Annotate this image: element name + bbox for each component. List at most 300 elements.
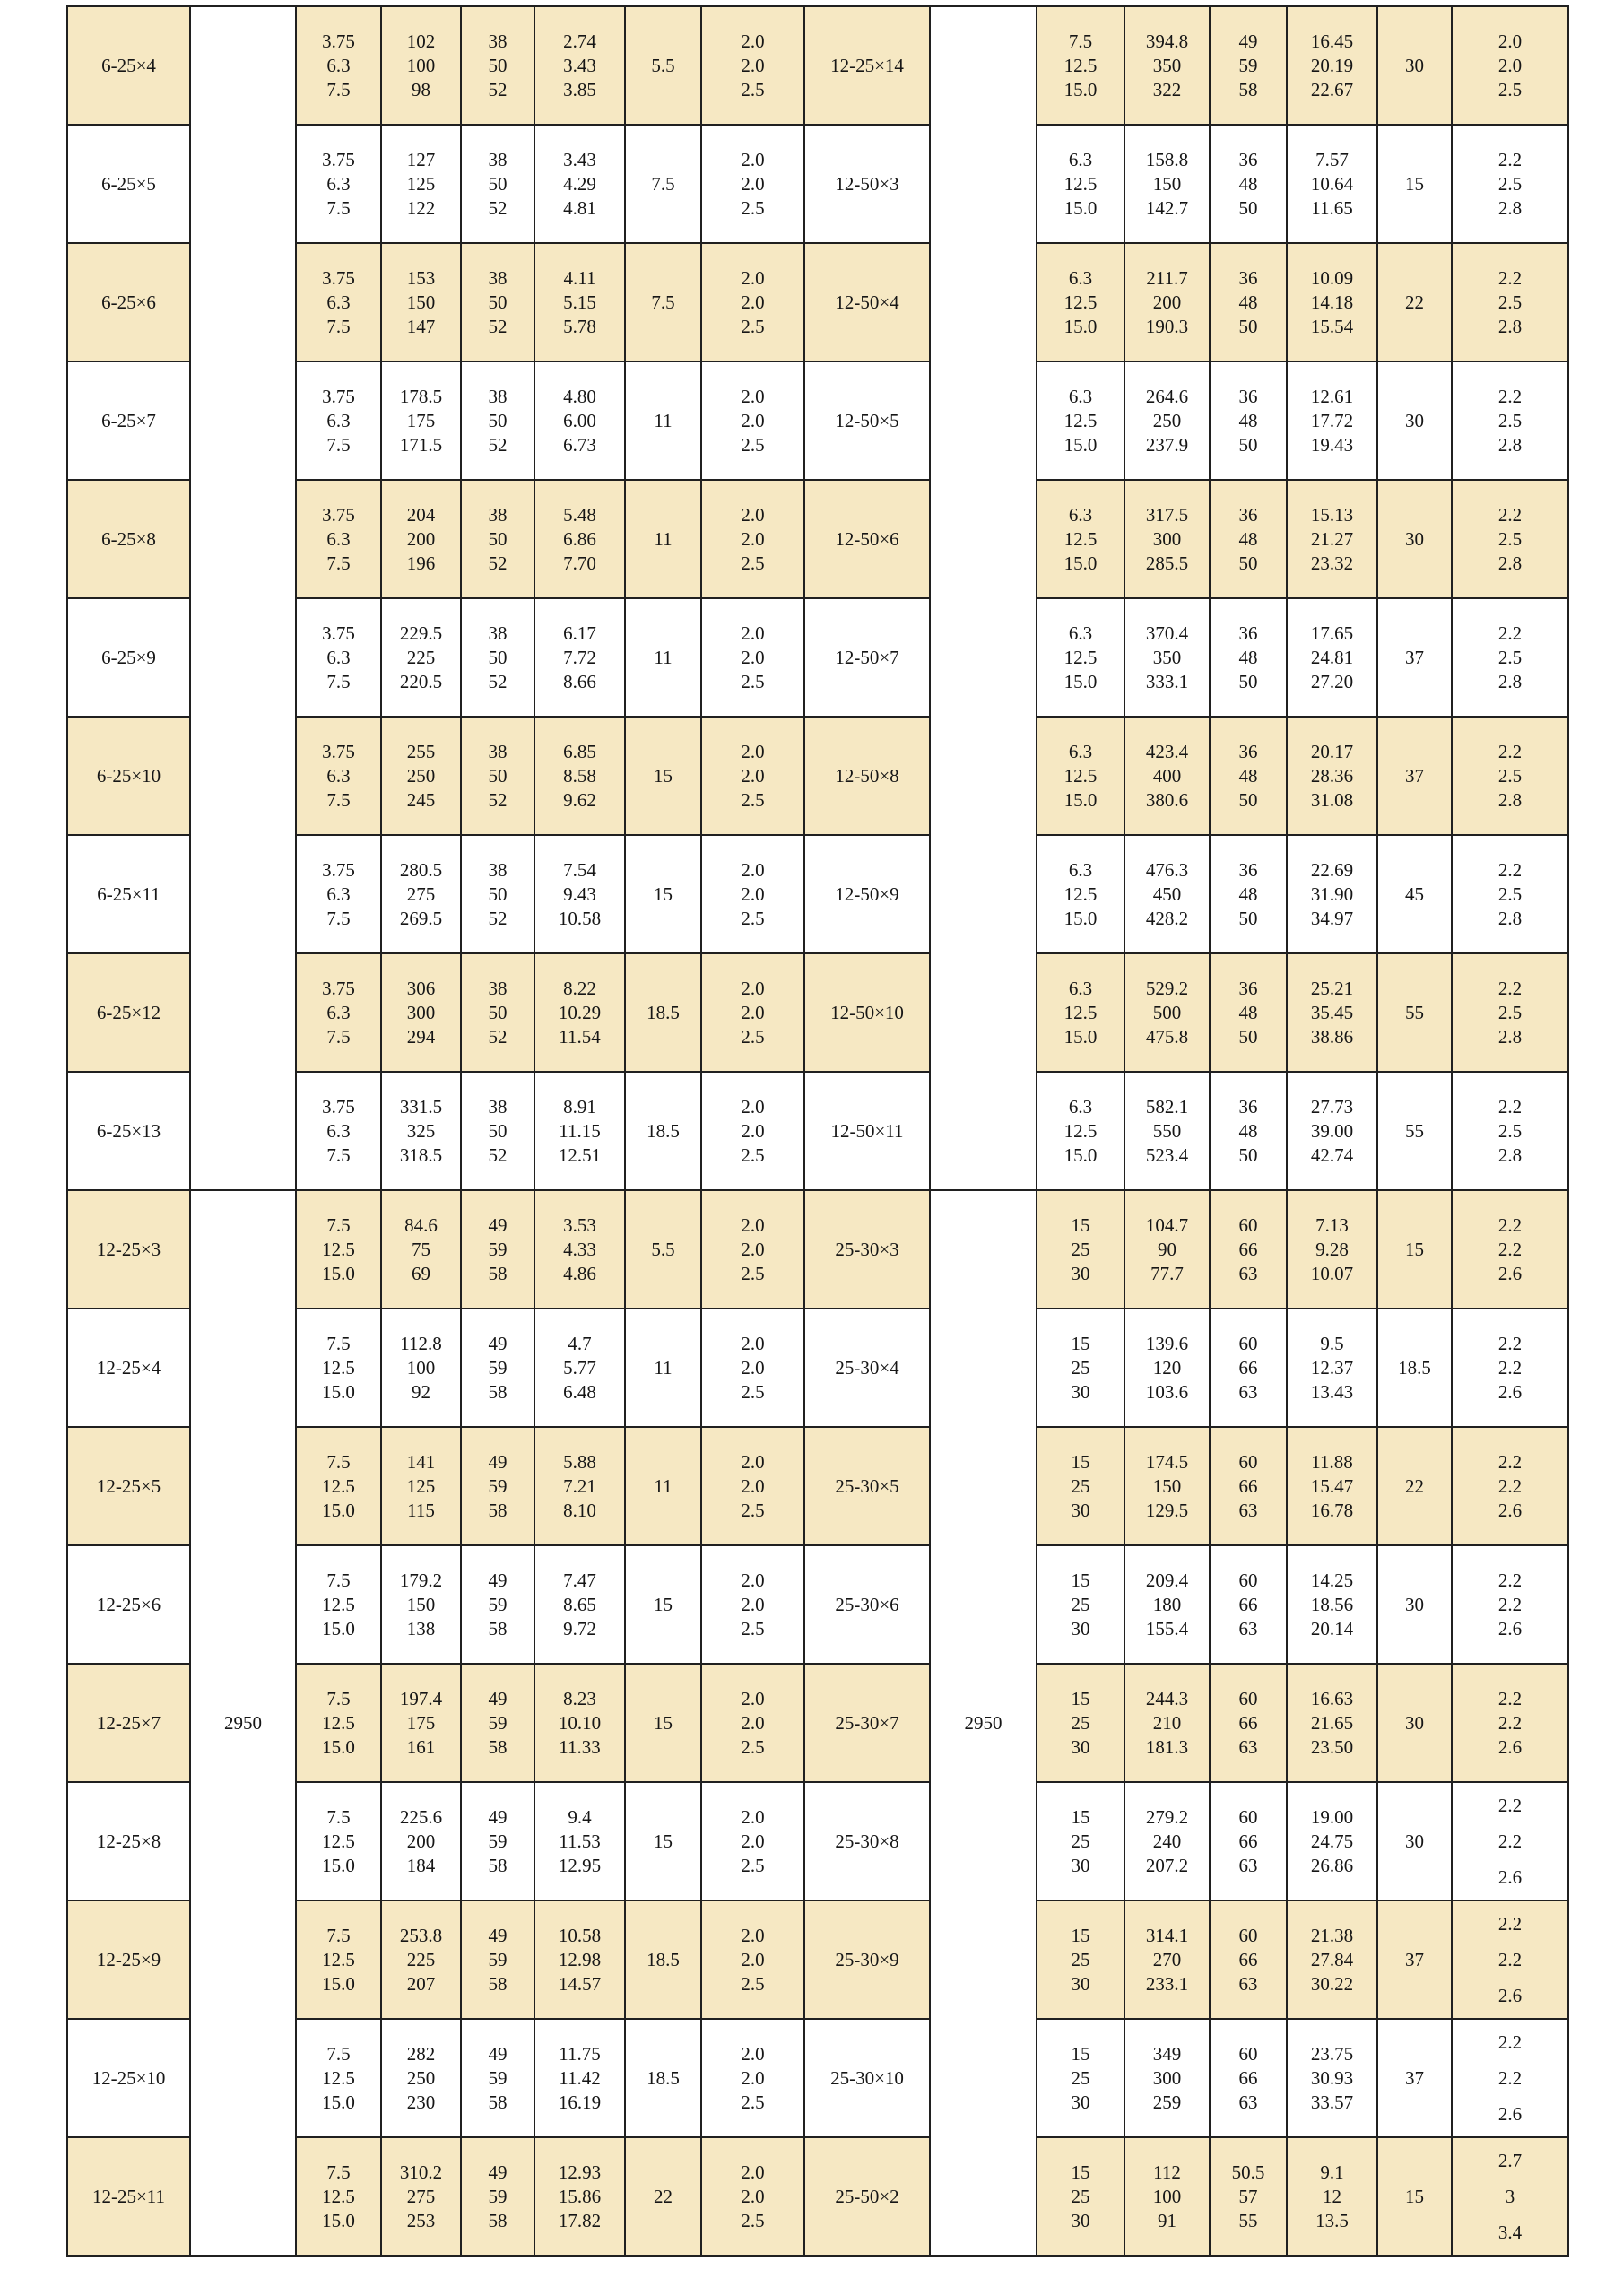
model-cell: 6-25×4 <box>67 6 190 125</box>
value-line: 17.65 <box>1310 622 1354 644</box>
value-line: 63 <box>1238 1262 1258 1284</box>
npsh-cell-right <box>1452 1782 1568 1900</box>
value-line: 30.93 <box>1310 2066 1354 2089</box>
model-cell: 6-25×11 <box>67 835 190 953</box>
value-line: 5.88 <box>563 1450 596 1473</box>
motor-power-cell: 5.5 <box>625 6 701 125</box>
value-line: 300 <box>406 1001 436 1023</box>
flow-cell-right <box>1037 361 1124 480</box>
npsh-cell <box>701 1072 804 1190</box>
value-line: 9.28 <box>1315 1238 1349 1260</box>
motor-power-cell-right: 37 <box>1377 2019 1452 2137</box>
model-cell: 6-25×8 <box>67 480 190 598</box>
value-line: 2.8 <box>1497 433 1523 456</box>
value-line: 370.4 <box>1145 622 1189 644</box>
value-line: 10.29 <box>558 1001 602 1023</box>
value-line: 211.7 <box>1146 266 1188 289</box>
motor-power-cell: 15 <box>625 1664 701 1782</box>
head-cell-right <box>1124 1190 1210 1309</box>
value-line: 5.48 <box>563 503 596 526</box>
value-line: 7.5 <box>326 2161 351 2183</box>
flow-cell <box>296 1664 381 1782</box>
value-line: 2.0 <box>741 1569 765 1591</box>
value-line: 2.0 <box>1497 30 1523 52</box>
value-line: 349 <box>1152 2042 1182 2065</box>
value-line: 15.0 <box>322 1735 355 1758</box>
value-line: 12.5 <box>322 1356 355 1378</box>
value-line: 6.00 <box>563 409 596 431</box>
value-line: 22.67 <box>1310 78 1354 100</box>
npsh-cell-right <box>1452 598 1568 717</box>
value-line: 50 <box>488 409 508 431</box>
motor-power-cell-right: 45 <box>1377 835 1452 953</box>
flow-cell-right <box>1037 1664 1124 1782</box>
flow-cell-right <box>1037 1545 1124 1664</box>
value-line: 50 <box>1238 196 1258 219</box>
motor-power-cell: 18.5 <box>625 953 701 1072</box>
value-line: 3.43 <box>563 148 596 170</box>
speed-cell <box>190 6 296 1190</box>
value-line: 7.57 <box>1315 148 1349 170</box>
value-line: 12.5 <box>322 2066 355 2089</box>
value-line: 2.0 <box>741 1119 765 1142</box>
value-line: 11.54 <box>559 1025 601 1048</box>
value-line: 10.64 <box>1310 172 1354 195</box>
value-line: 244.3 <box>1145 1687 1189 1709</box>
value-line: 15.0 <box>1063 670 1098 692</box>
value-line: 12.5 <box>1063 527 1098 550</box>
value-line: 15 <box>1071 1924 1090 1946</box>
value-line: 12.5 <box>1063 291 1098 313</box>
value-line: 12.95 <box>558 1854 602 1876</box>
value-line: 49 <box>488 1450 508 1473</box>
value-line: 6.3 <box>1068 1095 1093 1118</box>
value-line: 2.0 <box>741 858 765 881</box>
value-line: 60 <box>1238 1213 1258 1236</box>
model-cell-right: 12-50×5 <box>804 361 930 480</box>
value-line: 4.7 <box>568 1332 592 1354</box>
value-line: 2.5 <box>741 2209 765 2231</box>
value-line: 2.2 <box>1497 2067 1523 2089</box>
value-line: 350 <box>1152 54 1182 76</box>
value-line: 66 <box>1238 2066 1258 2089</box>
flow-cell <box>296 717 381 835</box>
value-line: 59 <box>488 1711 508 1734</box>
head-cell <box>381 1072 461 1190</box>
value-line: 180 <box>1152 1593 1182 1615</box>
value-line: 2.0 <box>741 2185 765 2207</box>
value-line: 15.0 <box>322 1499 355 1521</box>
head-cell-right <box>1124 480 1210 598</box>
value-line: 30 <box>1071 1854 1090 1876</box>
value-line: 30 <box>1071 2209 1090 2231</box>
value-line: 12.5 <box>322 1711 355 1734</box>
value-line: 8.22 <box>563 977 596 999</box>
value-line: 4.29 <box>563 172 596 195</box>
efficiency-cell-right <box>1210 1782 1287 1900</box>
value-line: 15.0 <box>1063 315 1098 337</box>
value-line: 50 <box>488 54 508 76</box>
value-line: 285.5 <box>1145 552 1189 574</box>
value-line: 48 <box>1238 409 1258 431</box>
value-line: 57 <box>1238 2185 1258 2207</box>
npsh-cell-right <box>1452 6 1568 125</box>
value-line: 9.1 <box>1320 2161 1344 2183</box>
value-line: 2.8 <box>1497 196 1523 219</box>
value-line: 49 <box>488 1687 508 1709</box>
flow-cell-right <box>1037 717 1124 835</box>
value-line: 275 <box>406 883 436 905</box>
value-line: 138 <box>406 1617 436 1639</box>
value-line: 197.4 <box>399 1687 443 1709</box>
value-line: 2.5 <box>1497 1119 1523 1142</box>
value-line: 49 <box>488 1332 508 1354</box>
value-line: 90 <box>1158 1238 1176 1260</box>
head-cell-right <box>1124 1427 1210 1545</box>
value-line: 2.0 <box>741 2066 765 2089</box>
value-line: 7.5 <box>326 2042 351 2065</box>
value-line: 15.0 <box>1063 78 1098 100</box>
value-line: 122 <box>406 196 436 219</box>
value-line: 2.5 <box>741 1854 765 1876</box>
value-line: 50 <box>1238 552 1258 574</box>
efficiency-cell <box>461 1190 534 1309</box>
value-line: 325 <box>406 1119 436 1142</box>
value-line: 50 <box>1238 315 1258 337</box>
efficiency-cell <box>461 361 534 480</box>
head-cell-right <box>1124 1309 1210 1427</box>
value-line: 63 <box>1238 1380 1258 1403</box>
head-cell <box>381 1309 461 1427</box>
value-line: 9.4 <box>568 1805 592 1828</box>
value-line: 6.85 <box>563 740 596 762</box>
flow-cell <box>296 480 381 598</box>
value-line: 178.5 <box>399 385 443 407</box>
value-line: 52 <box>488 1025 508 1048</box>
flow-cell-right <box>1037 953 1124 1072</box>
npsh-cell-right <box>1452 1664 1568 1782</box>
power-cell-right <box>1287 1309 1377 1427</box>
flow-cell <box>296 1427 381 1545</box>
value-line: 125 <box>406 172 436 195</box>
efficiency-cell-right <box>1210 835 1287 953</box>
efficiency-cell <box>461 1545 534 1664</box>
value-line: 6.3 <box>1068 977 1093 999</box>
value-line: 11.33 <box>559 1735 601 1758</box>
npsh-cell <box>701 361 804 480</box>
head-cell <box>381 6 461 125</box>
value-line: 12.5 <box>322 1238 355 1260</box>
value-line: 77.7 <box>1150 1262 1184 1284</box>
value-line: 2.2 <box>1497 622 1523 644</box>
flow-cell <box>296 1309 381 1427</box>
value-line: 153 <box>406 266 436 289</box>
value-line: 66 <box>1238 1238 1258 1260</box>
value-line: 2.0 <box>741 883 765 905</box>
npsh-cell <box>701 1427 804 1545</box>
value-line: 6.86 <box>563 527 596 550</box>
head-cell <box>381 1545 461 1664</box>
power-cell <box>534 1190 625 1309</box>
value-line: 2.0 <box>741 172 765 195</box>
value-line: 100 <box>406 54 436 76</box>
value-line: 240 <box>1152 1830 1182 1852</box>
value-line: 20.14 <box>1310 1617 1354 1639</box>
value-line: 58 <box>488 1380 508 1403</box>
value-line: 27.20 <box>1310 670 1354 692</box>
value-line: 2.0 <box>1497 54 1523 76</box>
value-line: 12.5 <box>322 1593 355 1615</box>
value-line: 60 <box>1238 1332 1258 1354</box>
value-line: 139.6 <box>1145 1332 1189 1354</box>
npsh-cell <box>701 2019 804 2137</box>
value-line: 2.6 <box>1497 1985 1523 2006</box>
power-cell <box>534 2137 625 2256</box>
efficiency-cell-right <box>1210 1190 1287 1309</box>
power-cell <box>534 717 625 835</box>
value-line: 49 <box>488 1924 508 1946</box>
value-line: 2.0 <box>741 385 765 407</box>
head-cell <box>381 1900 461 2019</box>
model-cell-right: 25-30×5 <box>804 1427 930 1545</box>
value-line: 2.0 <box>741 764 765 787</box>
value-line: 36 <box>1238 503 1258 526</box>
value-line: 250 <box>1152 409 1182 431</box>
value-line: 2.0 <box>741 148 765 170</box>
value-line: 7.5 <box>326 1687 351 1709</box>
power-cell-right <box>1287 2137 1377 2256</box>
value-line: 52 <box>488 788 508 811</box>
npsh-cell-right <box>1452 717 1568 835</box>
value-line: 2.2 <box>1497 1711 1523 1734</box>
value-line: 2.0 <box>741 1924 765 1946</box>
value-line: 36 <box>1238 266 1258 289</box>
value-line: 7.5 <box>326 1213 351 1236</box>
value-line: 3.75 <box>322 858 355 881</box>
npsh-cell <box>701 2137 804 2256</box>
value-line: 12.5 <box>1063 646 1098 668</box>
value-line: 31.90 <box>1310 883 1354 905</box>
value-line: 38 <box>488 30 508 52</box>
value-line: 225.6 <box>399 1805 443 1828</box>
value-line: 7.5 <box>326 78 351 100</box>
value-line: 2.5 <box>1497 78 1523 100</box>
value-line: 6.3 <box>1068 148 1093 170</box>
value-line: 15 <box>1071 1805 1090 1828</box>
value-line: 12.5 <box>1063 883 1098 905</box>
motor-power-cell: 18.5 <box>625 1900 701 2019</box>
flow-cell <box>296 598 381 717</box>
value-line: 2.0 <box>741 527 765 550</box>
model-cell: 12-25×10 <box>67 2019 190 2137</box>
value-line: 11.88 <box>1311 1450 1353 1473</box>
flow-cell <box>296 2137 381 2256</box>
model-cell-right: 12-50×7 <box>804 598 930 717</box>
value-line: 27.73 <box>1310 1095 1354 1118</box>
model-cell: 12-25×3 <box>67 1190 190 1309</box>
power-cell-right <box>1287 1427 1377 1545</box>
power-cell <box>534 6 625 125</box>
npsh-cell <box>701 480 804 598</box>
motor-power-cell-right: 15 <box>1377 125 1452 243</box>
motor-power-cell: 11 <box>625 1309 701 1427</box>
value-line: 2.2 <box>1497 740 1523 762</box>
value-line: 12.61 <box>1310 385 1354 407</box>
value-line: 58 <box>488 1499 508 1521</box>
value-line: 2.2 <box>1497 148 1523 170</box>
npsh-cell-right <box>1452 480 1568 598</box>
value-line: 59 <box>488 1830 508 1852</box>
npsh-cell <box>701 243 804 361</box>
head-cell <box>381 1664 461 1782</box>
value-line: 394.8 <box>1145 30 1189 52</box>
value-line: 306 <box>406 977 436 999</box>
value-line: 3 <box>1505 2186 1515 2207</box>
value-line: 30 <box>1071 1380 1090 1403</box>
power-cell <box>534 361 625 480</box>
npsh-cell <box>701 598 804 717</box>
value-line: 59 <box>488 1474 508 1497</box>
value-line: 36 <box>1238 622 1258 644</box>
value-line: 10.09 <box>1310 266 1354 289</box>
power-cell <box>534 2019 625 2137</box>
value-line: 15.54 <box>1310 315 1354 337</box>
value-line: 7.5 <box>326 196 351 219</box>
motor-power-cell: 7.5 <box>625 243 701 361</box>
value-line: 2.6 <box>1497 1735 1523 1758</box>
value-line: 2.5 <box>1497 527 1523 550</box>
value-line: 250 <box>406 764 436 787</box>
value-line: 250 <box>406 2066 436 2089</box>
npsh-cell <box>701 1545 804 1664</box>
efficiency-cell <box>461 953 534 1072</box>
value-line: 60 <box>1238 2042 1258 2065</box>
value-line: 8.23 <box>563 1687 596 1709</box>
value-line: 6.3 <box>326 291 351 313</box>
value-line: 36 <box>1238 148 1258 170</box>
value-line: 38 <box>488 740 508 762</box>
value-line: 3.53 <box>563 1213 596 1236</box>
value-line: 7.5 <box>326 907 351 929</box>
value-line: 2.6 <box>1497 1617 1523 1639</box>
value-line: 2.0 <box>741 1001 765 1023</box>
value-line: 50 <box>488 646 508 668</box>
value-line: 59 <box>1238 54 1258 76</box>
head-cell <box>381 1782 461 1900</box>
power-cell <box>534 598 625 717</box>
value-line: 2.0 <box>741 1805 765 1828</box>
value-line: 50 <box>488 291 508 313</box>
value-line: 38 <box>488 1095 508 1118</box>
value-line: 25 <box>1071 1356 1090 1378</box>
value-line: 3.75 <box>322 622 355 644</box>
value-line: 11.15 <box>559 1119 601 1142</box>
npsh-cell <box>701 1309 804 1427</box>
speed-cell: 2950 <box>190 1190 296 2256</box>
value-line: 2.8 <box>1497 552 1523 574</box>
value-line: 23.32 <box>1310 552 1354 574</box>
head-cell <box>381 1427 461 1545</box>
value-line: 14.25 <box>1310 1569 1354 1591</box>
flow-cell-right <box>1037 2137 1124 2256</box>
value-line: 38 <box>488 977 508 999</box>
value-line: 2.5 <box>741 788 765 811</box>
flow-cell-right <box>1037 835 1124 953</box>
value-line: 49 <box>488 1569 508 1591</box>
value-line: 314.1 <box>1145 1924 1189 1946</box>
value-line: 38 <box>488 622 508 644</box>
motor-power-cell: 15 <box>625 717 701 835</box>
value-line: 2.5 <box>1497 409 1523 431</box>
value-line: 5.77 <box>563 1356 596 1378</box>
motor-power-cell: 18.5 <box>625 2019 701 2137</box>
value-line: 207 <box>406 1972 436 1995</box>
value-line: 25 <box>1071 1238 1090 1260</box>
value-line: 380.6 <box>1145 788 1189 811</box>
value-line: 50 <box>1238 1025 1258 1048</box>
efficiency-cell-right <box>1210 361 1287 480</box>
value-line: 500 <box>1152 1001 1182 1023</box>
head-cell <box>381 2019 461 2137</box>
value-line: 48 <box>1238 646 1258 668</box>
value-line: 16.78 <box>1310 1499 1354 1521</box>
value-line: 48 <box>1238 883 1258 905</box>
value-line: 36 <box>1238 740 1258 762</box>
value-line: 6.3 <box>1068 503 1093 526</box>
value-line: 7.5 <box>326 1025 351 1048</box>
value-line: 10.10 <box>558 1711 602 1734</box>
value-line: 25 <box>1071 1711 1090 1734</box>
value-line: 58 <box>488 2091 508 2113</box>
value-line: 2.2 <box>1497 1949 1523 1970</box>
value-line: 350 <box>1152 646 1182 668</box>
npsh-cell-right <box>1452 1545 1568 1664</box>
motor-power-cell-right: 30 <box>1377 361 1452 480</box>
value-line: 2.0 <box>741 646 765 668</box>
value-line: 49 <box>1238 30 1258 52</box>
value-line: 12.5 <box>322 1948 355 1970</box>
model-cell-right: 12-50×3 <box>804 125 930 243</box>
value-line: 55 <box>1238 2209 1258 2231</box>
model-cell-right: 12-25×14 <box>804 6 930 125</box>
value-line: 7.5 <box>326 1450 351 1473</box>
value-line: 42.74 <box>1310 1144 1354 1166</box>
power-cell <box>534 1309 625 1427</box>
motor-power-cell: 11 <box>625 480 701 598</box>
value-line: 225 <box>406 1948 436 1970</box>
value-line: 63 <box>1238 1735 1258 1758</box>
value-line: 2.6 <box>1497 1380 1523 1403</box>
value-line: 16.19 <box>558 2091 602 2113</box>
value-line: 52 <box>488 315 508 337</box>
power-cell-right <box>1287 1782 1377 1900</box>
motor-power-cell-right: 30 <box>1377 480 1452 598</box>
value-line: 317.5 <box>1145 503 1189 526</box>
value-line: 2.2 <box>1497 1831 1523 1852</box>
value-line: 6.3 <box>326 646 351 668</box>
flow-cell <box>296 2019 381 2137</box>
power-cell <box>534 1545 625 1664</box>
npsh-cell-right <box>1452 1072 1568 1190</box>
value-line: 2.0 <box>741 977 765 999</box>
value-line: 50 <box>488 764 508 787</box>
flow-cell-right <box>1037 598 1124 717</box>
value-line: 6.3 <box>1068 266 1093 289</box>
value-line: 12.5 <box>1063 1001 1098 1023</box>
value-line: 2.2 <box>1497 1332 1523 1354</box>
value-line: 2.0 <box>741 1948 765 1970</box>
value-line: 7.5 <box>326 1924 351 1946</box>
